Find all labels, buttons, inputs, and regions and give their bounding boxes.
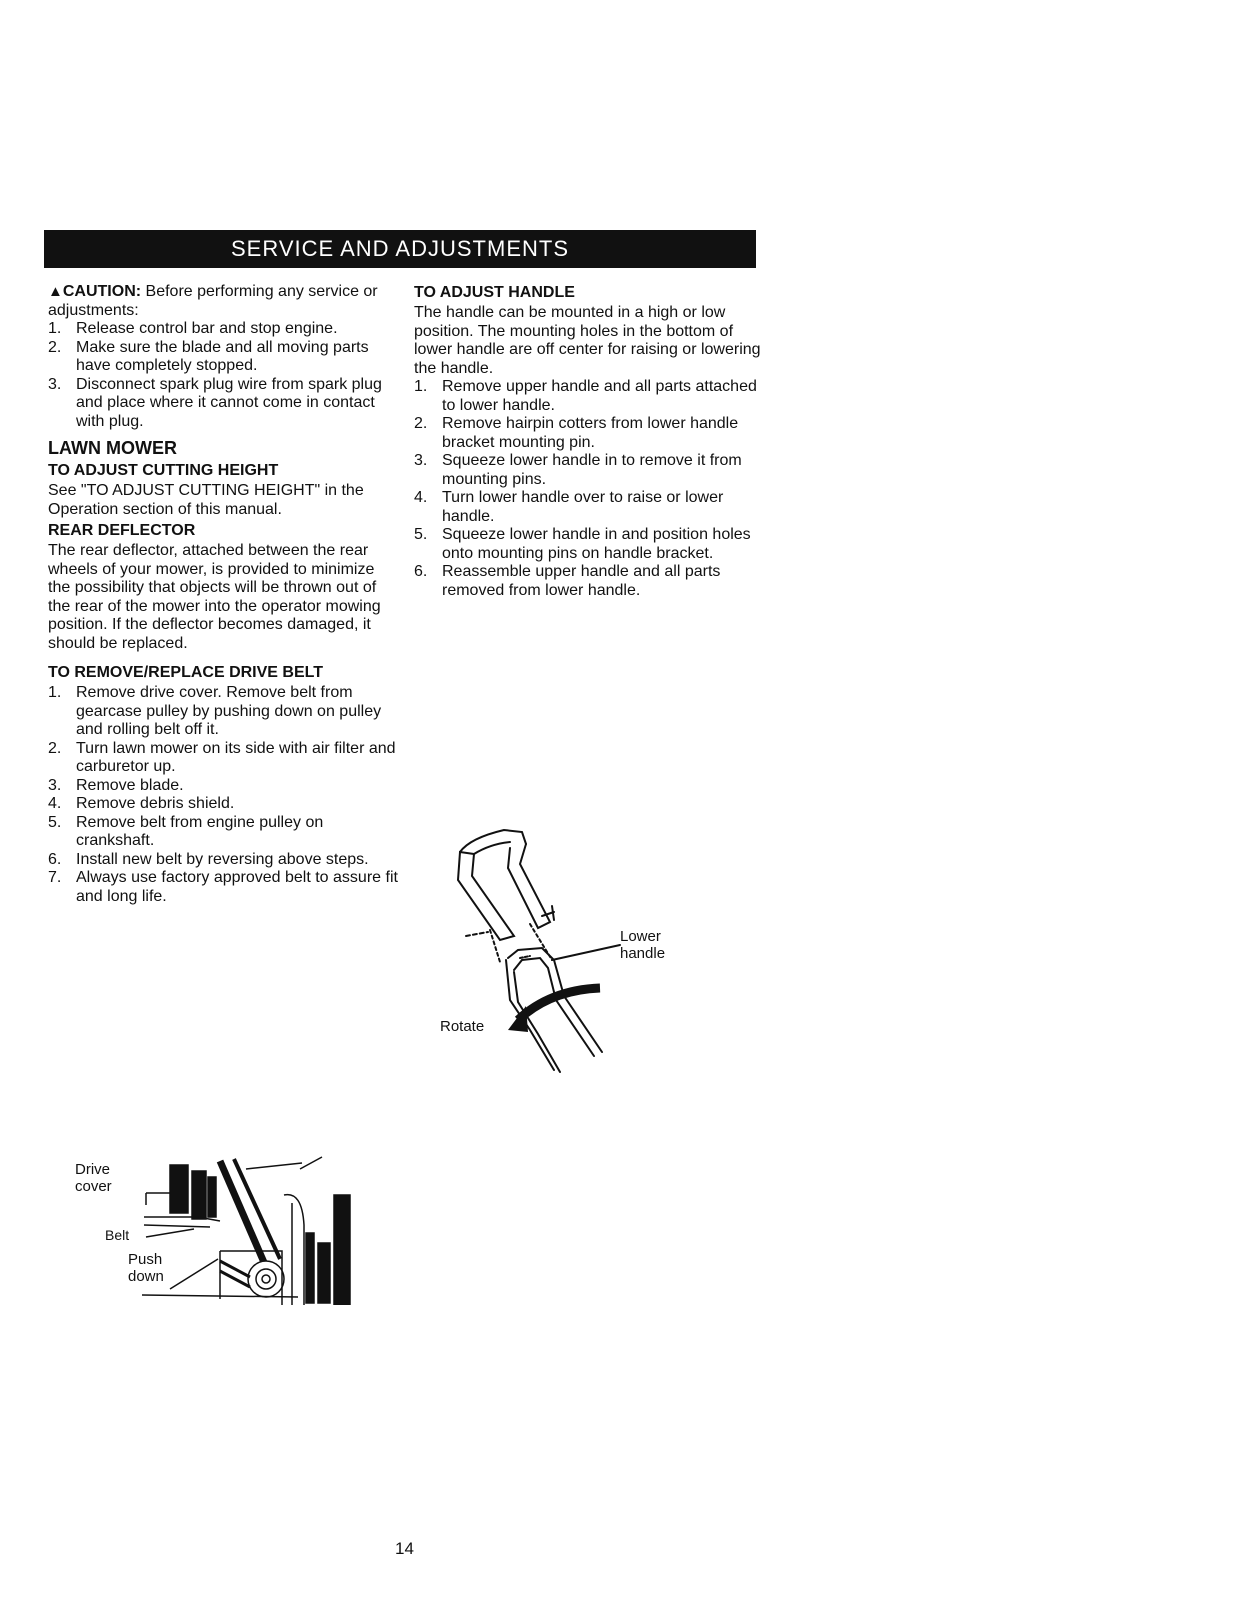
step-text: Disconnect spark plug wire from spark plug and place where it cannot come in contact with plug. (76, 375, 382, 430)
list-item (48, 740, 398, 777)
cutting-height-heading: TO ADJUST CUTTING HEIGHT (48, 462, 279, 479)
caution-steps-list (48, 320, 398, 431)
label-drive: Drive (75, 1161, 111, 1178)
label-push: Push (128, 1251, 163, 1268)
warning-triangle-icon: ▲ (48, 283, 63, 300)
cutting-height-text: See "TO ADJUST CUTTING HEIGHT" in the Operation section of this manual. (48, 482, 364, 518)
adjust-handle-intro: The handle can be mounted in a high or low position. The mounting holes in the bottom of lower handle are off center for raising or lowering the handle. (414, 304, 761, 377)
step-text: Remove debris shield. (76, 795, 235, 812)
right-column (414, 283, 764, 600)
step-number: 2. (414, 415, 428, 432)
list-item (414, 526, 764, 563)
list-item (48, 684, 398, 740)
list-item (48, 851, 398, 870)
list-item (414, 489, 764, 526)
step-number: 5. (48, 813, 62, 831)
list-item (48, 376, 398, 432)
step-text: Reassemble upper handle and all parts removed from lower handle. (442, 563, 721, 599)
list-item (48, 339, 398, 376)
label-handle: handle (620, 945, 666, 962)
belt-figure (70, 1155, 370, 1305)
step-number: 7. (48, 869, 62, 886)
list-item (414, 452, 764, 489)
caution-label: CAUTION: (62, 283, 142, 300)
list-item (48, 869, 398, 906)
list-item (414, 415, 764, 452)
list-item (48, 795, 398, 814)
rotate-label: Rotate (440, 1018, 485, 1035)
step-number: 2. (48, 338, 62, 356)
step-number: 1. (414, 378, 428, 395)
step-number: 6. (48, 850, 62, 868)
step-text: Turn lower handle over to raise or lower handle. (442, 489, 724, 525)
handle-figure (430, 820, 690, 1080)
step-text: Make sure the blade and all moving parts have completely stopped. (76, 338, 369, 374)
rear-deflector-text: The rear deflector, attached between the rear wheels of your mower, is provided to minimize the possibility that objects will be thrown out of the rear of the mower into the operator mowing position. If the deflector becomes damaged, it should be replaced. (48, 542, 381, 652)
step-text: Squeeze lower handle in to remove it from mounting pins. (442, 452, 742, 488)
drive-cover-label (75, 1161, 112, 1195)
step-text: Always use factory approved belt to assure fit and long life. (76, 869, 398, 905)
page-number: 14 (395, 1539, 414, 1558)
label-lower: Lower (620, 928, 661, 945)
step-number: 2. (48, 739, 62, 757)
step-text: Install new belt by reversing above steps. (76, 850, 369, 868)
adjust-handle-steps-list (414, 378, 764, 600)
step-text: Turn lawn mower on its side with air filter and carburetor up. (76, 739, 396, 775)
list-item (414, 378, 764, 415)
belt-label: Belt (105, 1227, 130, 1243)
step-number: 1. (48, 684, 62, 701)
section-banner (44, 230, 756, 268)
lower-handle-label (620, 928, 665, 962)
list-item (414, 563, 764, 600)
list-item (48, 777, 398, 796)
step-number: 5. (414, 526, 428, 543)
step-number: 6. (414, 563, 428, 580)
step-text: Release control bar and stop engine. (76, 320, 338, 337)
label-down: down (128, 1268, 164, 1285)
step-text: Remove upper handle and all parts attached to lower handle. (442, 378, 757, 414)
caution-text: Before performing any service or adjustments: (48, 283, 378, 319)
section-title: SERVICE AND ADJUSTMENTS (231, 236, 569, 261)
list-item (48, 320, 398, 339)
drive-belt-heading: TO REMOVE/REPLACE DRIVE BELT (48, 664, 323, 681)
drive-belt-steps-list (48, 684, 398, 906)
step-number: 4. (48, 795, 62, 812)
step-number: 1. (48, 320, 62, 337)
adjust-handle-heading: TO ADJUST HANDLE (414, 284, 575, 301)
list-item (48, 814, 398, 851)
step-text: Remove blade. (76, 776, 184, 794)
left-column (48, 283, 398, 906)
step-text: Remove belt from engine pulley on crankshaft. (76, 813, 324, 849)
caution-paragraph (48, 283, 398, 320)
step-text: Squeeze lower handle in and position holes onto mounting pins on handle bracket. (442, 526, 751, 562)
step-text: Remove hairpin cotters from lower handle bracket mounting pin. (442, 415, 739, 451)
step-number: 3. (414, 452, 428, 469)
step-number: 4. (414, 489, 428, 506)
rear-deflector-heading: REAR DEFLECTOR (48, 522, 196, 539)
step-text: Remove drive cover. Remove belt from gearcase pulley by pushing down on pulley and rolling belt off it. (76, 684, 382, 738)
lawn-mower-heading: LAWN MOWER (48, 438, 177, 458)
push-down-label (128, 1251, 164, 1285)
step-number: 3. (48, 776, 62, 794)
step-number: 3. (48, 375, 62, 393)
label-cover: cover (75, 1178, 112, 1195)
